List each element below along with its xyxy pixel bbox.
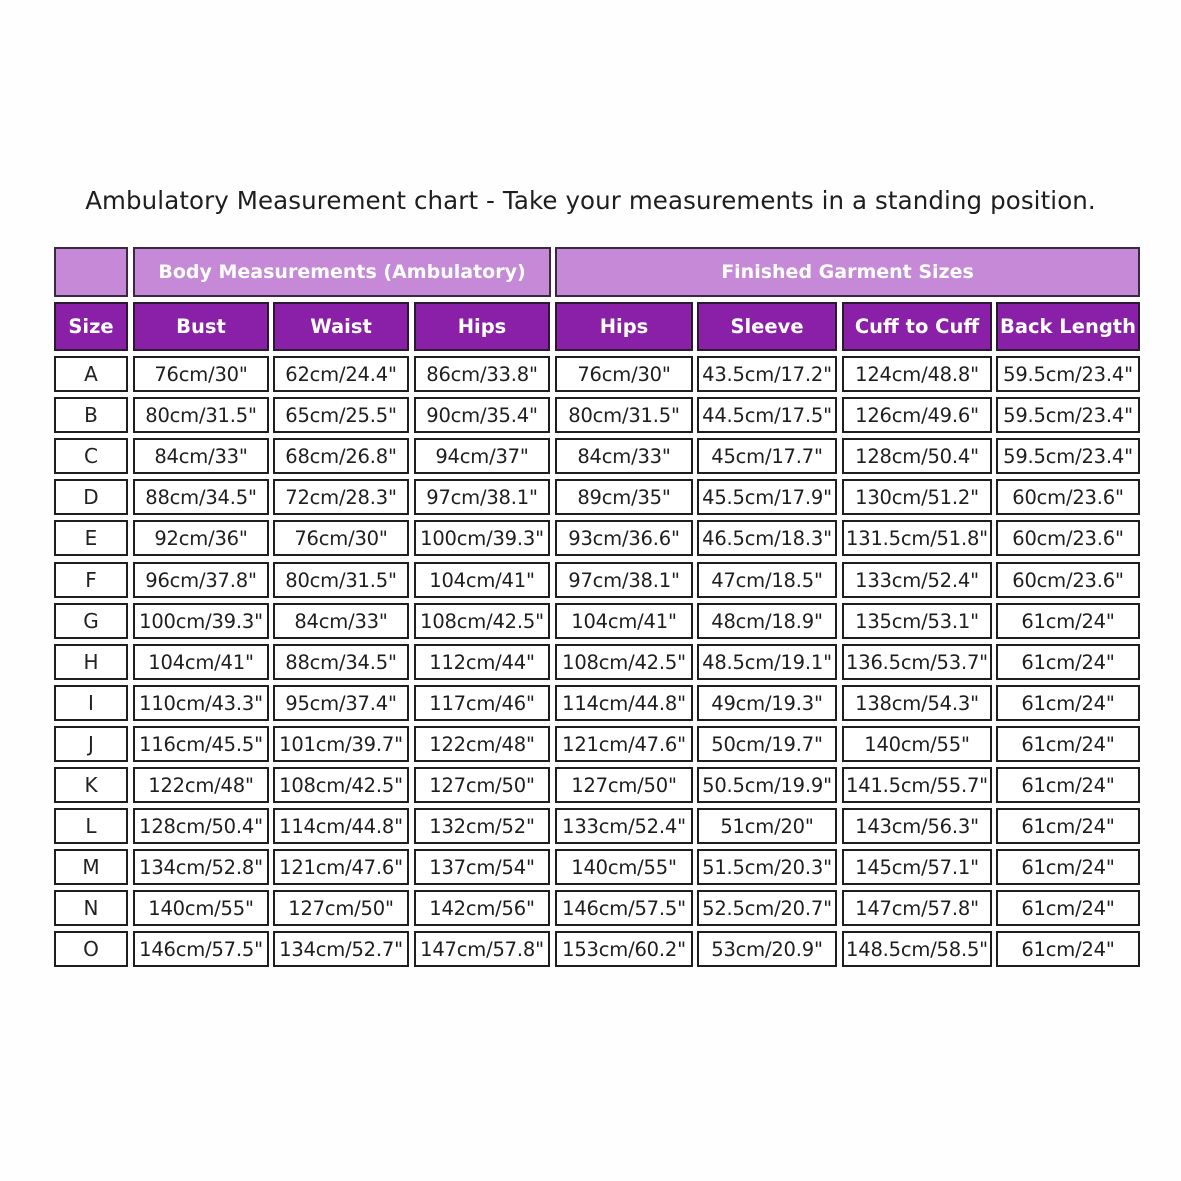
column-header-cuff-to-cuff: Cuff to Cuff — [842, 302, 992, 351]
table-cell: 47cm/18.5" — [697, 562, 837, 598]
size-label: A — [54, 356, 128, 392]
table-cell: 136.5cm/53.7" — [842, 644, 992, 680]
size-label: H — [54, 644, 128, 680]
table-cell: 96cm/37.8" — [133, 562, 269, 598]
table-cell: 62cm/24.4" — [273, 356, 409, 392]
table-cell: 61cm/24" — [996, 603, 1140, 639]
table-cell: 108cm/42.5" — [414, 603, 550, 639]
column-header-sleeve: Sleeve — [697, 302, 837, 351]
table-cell: 153cm/60.2" — [555, 931, 693, 967]
table-cell: 45cm/17.7" — [697, 438, 837, 474]
table-cell: 133cm/52.4" — [842, 562, 992, 598]
table-cell: 134cm/52.8" — [133, 849, 269, 885]
table-cell: 68cm/26.8" — [273, 438, 409, 474]
table-cell: 128cm/50.4" — [842, 438, 992, 474]
table-cell: 84cm/33" — [133, 438, 269, 474]
table-cell: 92cm/36" — [133, 520, 269, 556]
table-cell: 88cm/34.5" — [133, 479, 269, 515]
table-cell: 140cm/55" — [555, 849, 693, 885]
table-cell: 147cm/57.8" — [414, 931, 550, 967]
table-cell: 80cm/31.5" — [133, 397, 269, 433]
table-cell: 114cm/44.8" — [555, 685, 693, 721]
size-label: M — [54, 849, 128, 885]
table-cell: 108cm/42.5" — [273, 767, 409, 803]
table-cell: 114cm/44.8" — [273, 808, 409, 844]
table-cell: 148.5cm/58.5" — [842, 931, 992, 967]
size-label: C — [54, 438, 128, 474]
table-cell: 95cm/37.4" — [273, 685, 409, 721]
table-cell: 60cm/23.6" — [996, 479, 1140, 515]
table-cell: 112cm/44" — [414, 644, 550, 680]
table-cell: 121cm/47.6" — [555, 726, 693, 762]
table-cell: 100cm/39.3" — [133, 603, 269, 639]
header-corner — [54, 247, 128, 297]
size-label: K — [54, 767, 128, 803]
table-cell: 48cm/18.9" — [697, 603, 837, 639]
table-cell: 43.5cm/17.2" — [697, 356, 837, 392]
table-cell: 59.5cm/23.4" — [996, 356, 1140, 392]
table-cell: 90cm/35.4" — [414, 397, 550, 433]
table-cell: 146cm/57.5" — [555, 890, 693, 926]
table-cell: 61cm/24" — [996, 808, 1140, 844]
table-cell: 134cm/52.7" — [273, 931, 409, 967]
table-cell: 93cm/36.6" — [555, 520, 693, 556]
measurement-table — [54, 247, 1140, 970]
size-label: I — [54, 685, 128, 721]
table-cell: 59.5cm/23.4" — [996, 438, 1140, 474]
column-header-hips-garment: Hips — [555, 302, 693, 351]
column-header-back-length: Back Length — [996, 302, 1140, 351]
table-cell: 130cm/51.2" — [842, 479, 992, 515]
table-cell: 145cm/57.1" — [842, 849, 992, 885]
table-cell: 128cm/50.4" — [133, 808, 269, 844]
table-cell: 65cm/25.5" — [273, 397, 409, 433]
table-cell: 84cm/33" — [273, 603, 409, 639]
table-cell: 46.5cm/18.3" — [697, 520, 837, 556]
table-cell: 61cm/24" — [996, 726, 1140, 762]
size-label: J — [54, 726, 128, 762]
group-header-body-measurements: Body Measurements (Ambulatory) — [133, 247, 551, 297]
table-cell: 50cm/19.7" — [697, 726, 837, 762]
size-label: B — [54, 397, 128, 433]
table-cell: 76cm/30" — [133, 356, 269, 392]
table-cell: 127cm/50" — [555, 767, 693, 803]
column-header-size: Size — [54, 302, 128, 351]
table-cell: 45.5cm/17.9" — [697, 479, 837, 515]
table-cell: 122cm/48" — [414, 726, 550, 762]
table-cell: 89cm/35" — [555, 479, 693, 515]
size-label: O — [54, 931, 128, 967]
table-cell: 52.5cm/20.7" — [697, 890, 837, 926]
table-cell: 61cm/24" — [996, 685, 1140, 721]
table-cell: 61cm/24" — [996, 890, 1140, 926]
table-cell: 143cm/56.3" — [842, 808, 992, 844]
table-cell: 48.5cm/19.1" — [697, 644, 837, 680]
table-cell: 50.5cm/19.9" — [697, 767, 837, 803]
table-cell: 61cm/24" — [996, 644, 1140, 680]
table-cell: 142cm/56" — [414, 890, 550, 926]
table-cell: 104cm/41" — [414, 562, 550, 598]
table-cell: 61cm/24" — [996, 767, 1140, 803]
table-cell: 104cm/41" — [133, 644, 269, 680]
table-cell: 132cm/52" — [414, 808, 550, 844]
table-cell: 116cm/45.5" — [133, 726, 269, 762]
table-cell: 135cm/53.1" — [842, 603, 992, 639]
table-cell: 53cm/20.9" — [697, 931, 837, 967]
table-cell: 86cm/33.8" — [414, 356, 550, 392]
table-cell: 127cm/50" — [273, 890, 409, 926]
table-cell: 101cm/39.7" — [273, 726, 409, 762]
table-cell: 141.5cm/55.7" — [842, 767, 992, 803]
table-cell: 100cm/39.3" — [414, 520, 550, 556]
table-cell: 108cm/42.5" — [555, 644, 693, 680]
table-cell: 97cm/38.1" — [555, 562, 693, 598]
size-label: N — [54, 890, 128, 926]
table-cell: 137cm/54" — [414, 849, 550, 885]
table-cell: 121cm/47.6" — [273, 849, 409, 885]
size-label: F — [54, 562, 128, 598]
table-cell: 88cm/34.5" — [273, 644, 409, 680]
table-cell: 126cm/49.6" — [842, 397, 992, 433]
table-cell: 60cm/23.6" — [996, 562, 1140, 598]
table-cell: 80cm/31.5" — [555, 397, 693, 433]
size-label: E — [54, 520, 128, 556]
table-cell: 59.5cm/23.4" — [996, 397, 1140, 433]
table-cell: 84cm/33" — [555, 438, 693, 474]
table-cell: 117cm/46" — [414, 685, 550, 721]
table-cell: 94cm/37" — [414, 438, 550, 474]
table-cell: 140cm/55" — [133, 890, 269, 926]
table-cell: 122cm/48" — [133, 767, 269, 803]
table-cell: 131.5cm/51.8" — [842, 520, 992, 556]
chart-title: Ambulatory Measurement chart - Take your measurements in a standing position. — [85, 186, 1096, 215]
size-label: G — [54, 603, 128, 639]
size-label: L — [54, 808, 128, 844]
table-cell: 110cm/43.3" — [133, 685, 269, 721]
table-cell: 80cm/31.5" — [273, 562, 409, 598]
table-cell: 76cm/30" — [555, 356, 693, 392]
table-cell: 51cm/20" — [697, 808, 837, 844]
table-cell: 146cm/57.5" — [133, 931, 269, 967]
table-cell: 61cm/24" — [996, 849, 1140, 885]
table-cell: 133cm/52.4" — [555, 808, 693, 844]
table-cell: 104cm/41" — [555, 603, 693, 639]
table-cell: 97cm/38.1" — [414, 479, 550, 515]
table-cell: 140cm/55" — [842, 726, 992, 762]
column-header-bust: Bust — [133, 302, 269, 351]
column-header-waist: Waist — [273, 302, 409, 351]
table-cell: 60cm/23.6" — [996, 520, 1140, 556]
table-cell: 72cm/28.3" — [273, 479, 409, 515]
table-cell: 138cm/54.3" — [842, 685, 992, 721]
table-cell: 44.5cm/17.5" — [697, 397, 837, 433]
column-header-hips-body: Hips — [414, 302, 550, 351]
table-cell: 147cm/57.8" — [842, 890, 992, 926]
table-cell: 124cm/48.8" — [842, 356, 992, 392]
table-cell: 49cm/19.3" — [697, 685, 837, 721]
size-label: D — [54, 479, 128, 515]
table-cell: 127cm/50" — [414, 767, 550, 803]
table-cell: 61cm/24" — [996, 931, 1140, 967]
group-header-finished-garment: Finished Garment Sizes — [555, 247, 1140, 297]
table-cell: 76cm/30" — [273, 520, 409, 556]
table-cell: 51.5cm/20.3" — [697, 849, 837, 885]
